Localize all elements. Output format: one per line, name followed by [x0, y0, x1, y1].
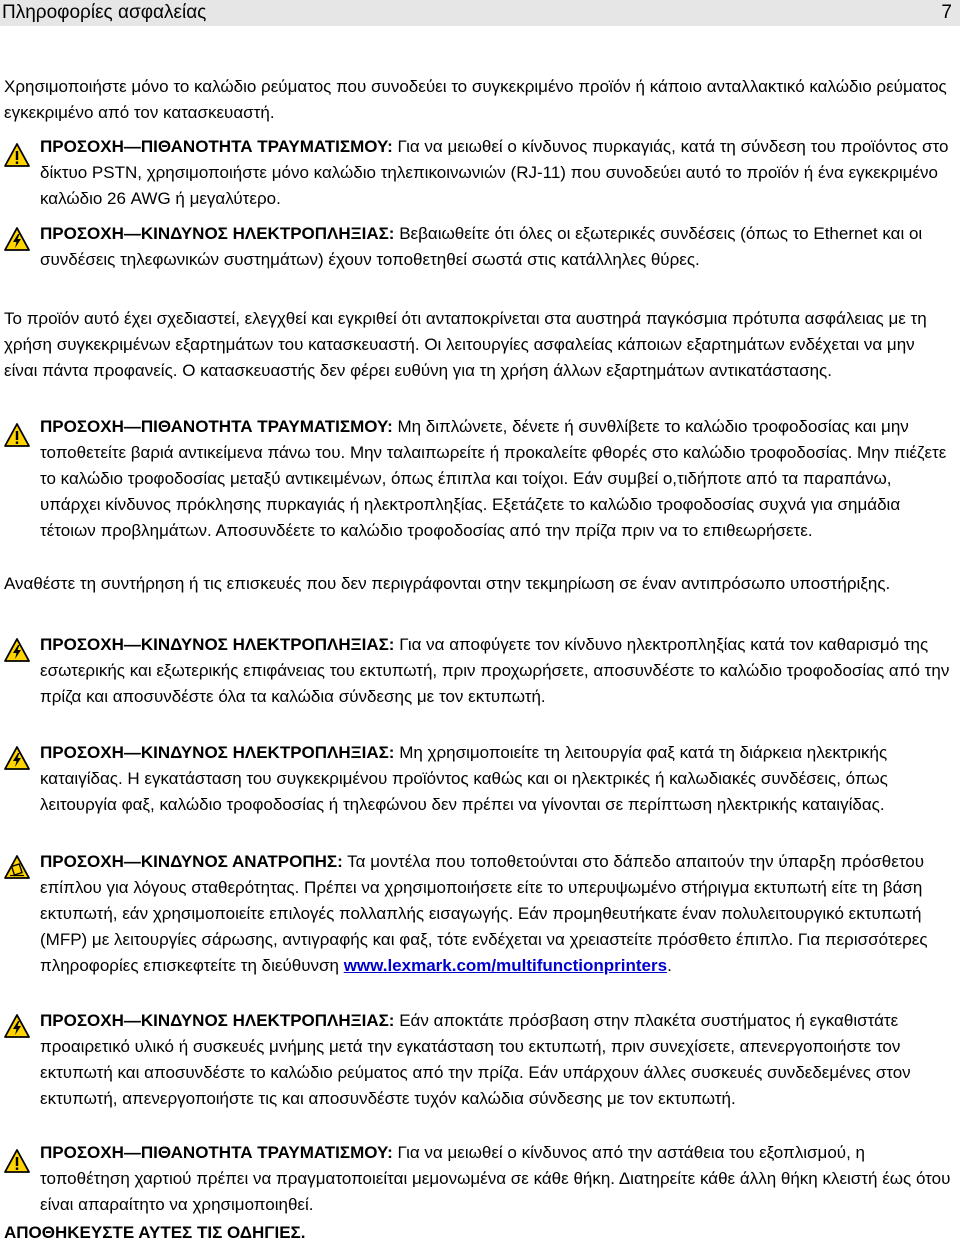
paragraph-service: Αναθέστε τη συντήρηση ή τις επισκευές που δεν περιγράφονται στην τεκμηρίωση σε έναν αντιπρόσωπο υποστήριξης.	[4, 574, 891, 593]
electric-shock-icon	[4, 1014, 30, 1038]
paragraph-safety-standards: Το προϊόν αυτό έχει σχεδιαστεί, ελεγχθεί και εγκριθεί ότι ανταποκρίνεται στα αυστηρά παγκόσμια πρότυπα ασφάλειας με τη χρήση συγκεκριμένων εξαρτημάτων του κατασκευαστή. Οι λειτουργίες ασφαλείας κάποιων εξαρτημάτων ενδέχεται να μην είναι πάντα προφανείς. Ο κατασκευαστής δεν φέρει ευθύνη για τη χρήση άλλων εξαρτημάτων αντικατάστασης.	[4, 309, 927, 380]
caution-lead: ΠΡΟΣΟΧΗ—ΚΙΝΔΥΝΟΣ ΑΝΑΤΡΟΠΗΣ:	[40, 852, 343, 871]
page-title: Πληροφορίες ασφαλείας	[2, 2, 207, 23]
page-number: 7	[941, 2, 952, 23]
save-instructions-heading: ΑΠΟΘΗΚΕΥΣΤΕ ΑΥΤΕΣ ΤΙΣ ΟΔΗΓΙΕΣ.	[4, 1223, 306, 1242]
caution-text: Βεβαιωθείτε ότι όλες οι εξωτερικές συνδέσεις (όπως το Ethernet και οι συνδέσεις τηλεφωνικών συστημάτων) έχουν τοποθετηθεί σωστά στις κατάλληλες θύρες.	[40, 224, 923, 269]
caution-lead: ΠΡΟΣΟΧΗ—ΠΙΘΑΝΟΤΗΤΑ ΤΡΑΥΜΑΤΙΣΜΟΥ:	[40, 1143, 393, 1162]
warning-triangle-icon	[4, 423, 30, 447]
electric-shock-icon	[4, 638, 30, 662]
multifunction-printers-link[interactable]: www.lexmark.com/multifunctionprinters	[343, 956, 668, 975]
electric-shock-icon	[4, 746, 30, 770]
caution-text: Για να μειωθεί ο κίνδυνος από την αστάθεια του εξοπλισμού, η τοποθέτηση χαρτιού πρέπει να πραγματοποιείται μεμονωμένα σε κάθε θήκη. Διατηρείτε κάθε άλλη θήκη κλειστή έως ότου είναι απαραίτητο να χρησιμοποιηθεί.	[40, 1143, 951, 1214]
caution-text: Μη χρησιμοποιείτε τη λειτουργία φαξ κατά τη διάρκεια ηλεκτρικής καταιγίδας. Η εγκατάσταση του συγκεκριμένου προϊόντος καθώς και οι ηλεκτρικές ή καλωδιακές συνδέσεις, όπως λειτουργία φαξ, καλώδιο τροφοδοσίας ή τηλεφώνου δεν πρέπει να γίνονται σε περίπτωση ηλεκτρικής καταιγίδας.	[40, 743, 888, 814]
tip-over-hazard-icon	[4, 855, 30, 879]
caution-lead: ΠΡΟΣΟΧΗ—ΚΙΝΔΥΝΟΣ ΗΛΕΚΤΡΟΠΛΗΞΙΑΣ:	[40, 224, 395, 243]
caution-lead: ΠΡΟΣΟΧΗ—ΚΙΝΔΥΝΟΣ ΗΛΕΚΤΡΟΠΛΗΞΙΑΣ:	[40, 635, 395, 654]
caution-text: Εάν αποκτάτε πρόσβαση στην πλακέτα συστήματος ή εγκαθιστάτε προαιρετικό υλικό ή συσκευές μνήμης μετά την εγκατάσταση του εκτυπωτή, πριν συνεχίσετε, απενεργοποιήστε τον εκτυπωτή και αποσυνδέστε το καλώδιο ρεύματος από την πρίζα. Εάν υπάρχουν άλλες συσκευές συνδεδεμένες στον εκτυπωτή, απενεργοποιήστε τις και αποσυνδέστε τυχόν καλώδια σύνδεσης με τον εκτυπωτή.	[40, 1011, 911, 1108]
paragraph-power-cord: Χρησιμοποιήστε μόνο το καλώδιο ρεύματος που συνοδεύει το συγκεκριμένο προϊόν ή κάποιο ανταλλακτικό καλώδιο ρεύματος εγκεκριμένο από τον κατασκευαστή.	[4, 77, 947, 122]
caution-text: Για να μειωθεί ο κίνδυνος πυρκαγιάς, κατά τη σύνδεση του προϊόντος στο δίκτυο PSTN, χρησιμοποιήστε μόνο καλώδιο τηλεπικοινωνιών (RJ-11) που συνοδεύει αυτό το προϊόν ή ένα εγκεκριμένο καλώδιο 26 AWG ή μεγαλύτερο.	[40, 137, 949, 208]
caution-text: Μη διπλώνετε, δένετε ή συνθλίβετε το καλώδιο τροφοδοσίας και μην τοποθετείτε βαριά αντικείμενα πάνω του. Μην ταλαιπωρείτε ή προκαλείτε φθορές στο καλώδιο τροφοδοσίας. Μην πιέζετε το καλώδιο τροφοδοσίας μεταξύ αντικειμένων, όπως έπιπλα και τοίχοι. Εάν συμβεί ο,τιδήποτε από τα παραπάνω, υπάρχει κίνδυνος πρόκλησης πυρκαγιάς ή ηλεκτροπληξίας. Εξετάζετε το καλώδιο τροφοδοσίας συχνά για σημάδια τέτοιων προβλημάτων. Αποσυνδέετε το καλώδιο τροφοδοσίας από την πρίζα πριν να το επιθεωρήσετε.	[40, 417, 947, 540]
caution-lead: ΠΡΟΣΟΧΗ—ΠΙΘΑΝΟΤΗΤΑ ΤΡΑΥΜΑΤΙΣΜΟΥ:	[40, 137, 393, 156]
caution-lead: ΠΡΟΣΟΧΗ—ΚΙΝΔΥΝΟΣ ΗΛΕΚΤΡΟΠΛΗΞΙΑΣ:	[40, 743, 395, 762]
warning-triangle-icon	[4, 1149, 30, 1173]
caution-lead: ΠΡΟΣΟΧΗ—ΚΙΝΔΥΝΟΣ ΗΛΕΚΤΡΟΠΛΗΞΙΑΣ:	[40, 1011, 395, 1030]
caution-text: Τα μοντέλα που τοποθετούνται στο δάπεδο απαιτούν την ύπαρξη πρόσθετου επίπλου για λόγους σταθερότητας. Πρέπει να χρησιμοποιήσετε είτε το υπερυψωμένο στήριγμα εκτυπωτή είτε τη βάση εκτυπωτή, εάν χρησιμοποιείτε επιλογές πολλαπλής εισαγωγής. Εάν προμηθευτήκατε έναν πολυλειτουργικό εκτυπωτή (MFP) με λειτουργίες σάρωσης, αντιγραφής και φαξ, τότε ενδέχεται να χρειαστείτε πρόσθετο έπιπλο. Για περισσότερες πληροφορίες επισκεφτείτε τη διεύθυνση	[40, 852, 928, 975]
caution-text: Για να αποφύγετε τον κίνδυνο ηλεκτροπληξίας κατά τον καθαρισμό της εσωτερικής και εξωτερικής επιφάνειας του εκτυπωτή, πριν προχωρήσετε, αποσυνδέστε το καλώδιο τροφοδοσίας από την πρίζα και αποσυνδέστε όλα τα καλώδια σύνδεσης με τον εκτυπωτή.	[40, 635, 950, 706]
page-header	[0, 0, 960, 26]
warning-triangle-icon	[4, 143, 30, 167]
electric-shock-icon	[4, 227, 30, 251]
caution-text-end: .	[667, 956, 672, 975]
caution-lead: ΠΡΟΣΟΧΗ—ΠΙΘΑΝΟΤΗΤΑ ΤΡΑΥΜΑΤΙΣΜΟΥ:	[40, 417, 393, 436]
